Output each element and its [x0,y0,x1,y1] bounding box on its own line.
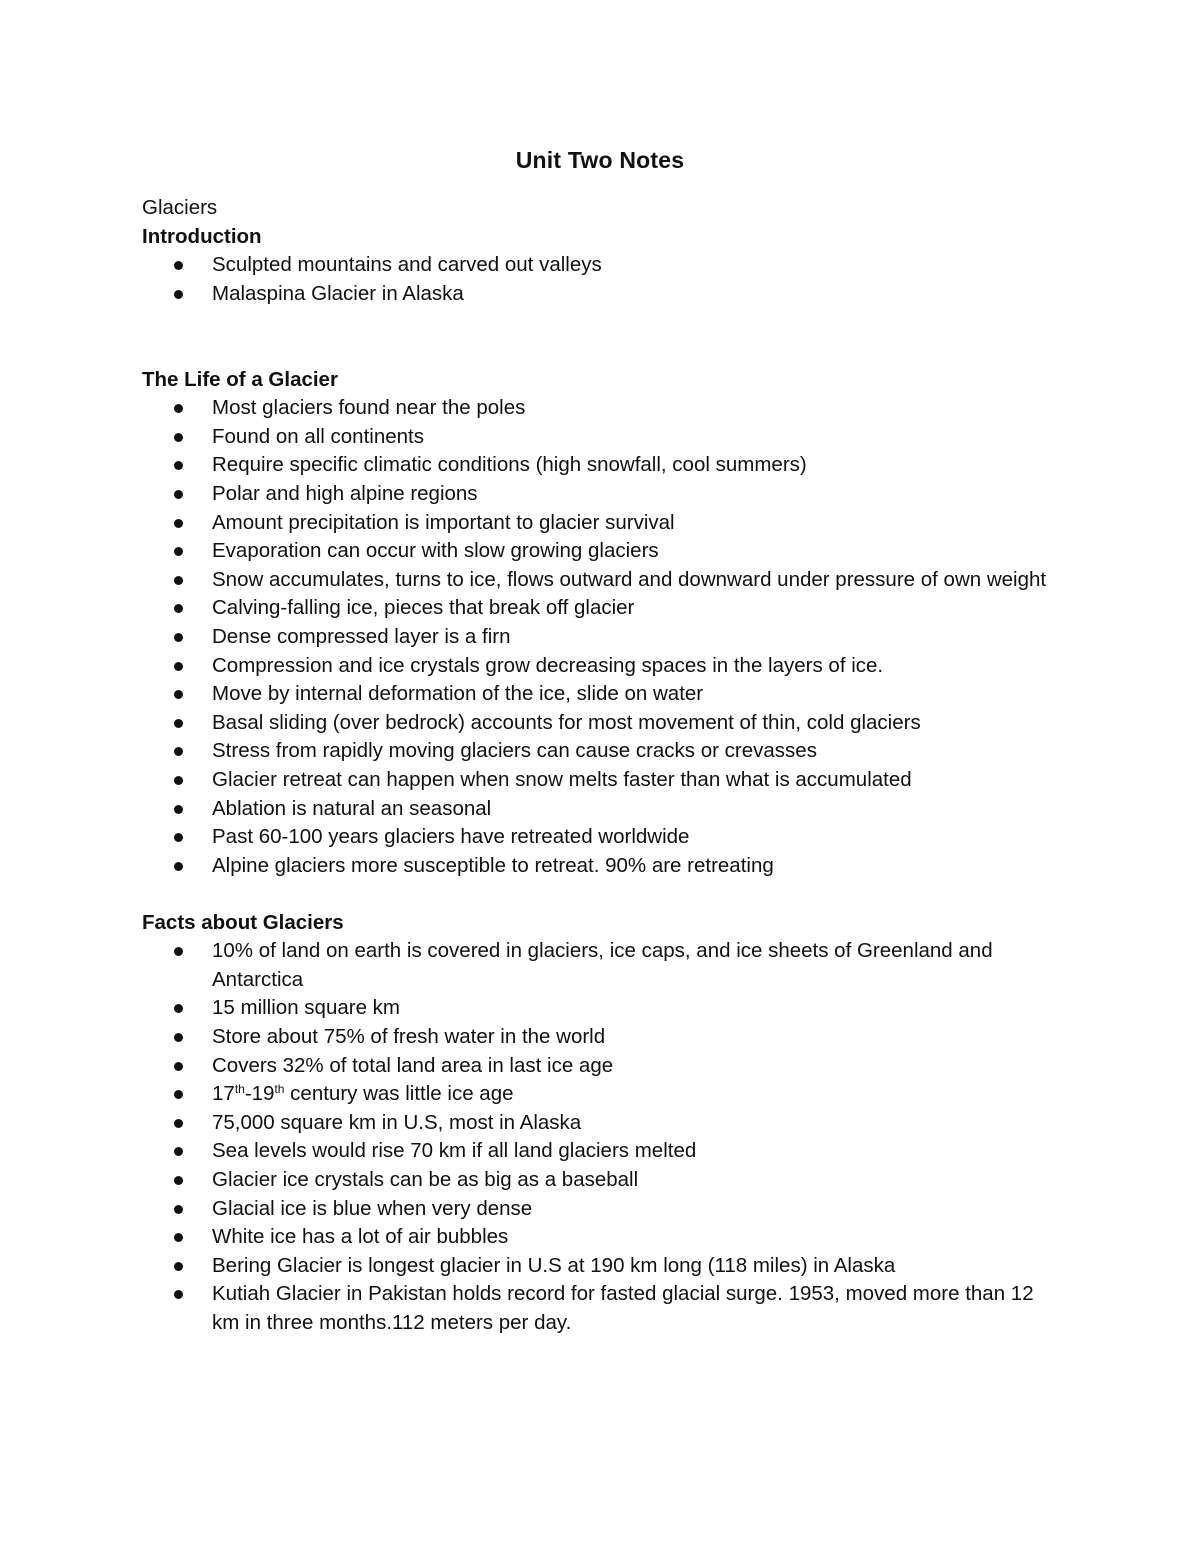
bullet-icon [174,461,183,470]
list-item [142,280,1062,309]
bullet-icon [174,776,183,785]
life-list [142,394,1062,880]
facts-list [142,937,1062,1337]
century-dash: - [244,1082,252,1106]
list-item-text: Move by internal deformation of the ice, slide on water [212,682,704,706]
list-item-text: Basal sliding (over bedrock) accounts for most movement of thin, cold glaciers [212,710,921,734]
bullet-icon [174,1262,183,1271]
list-item-text: Ablation is natural an seasonal [212,796,492,820]
list-item [142,1109,1062,1138]
list-item-text: Sea levels would rise 70 km if all land glaciers melted [212,1139,697,1163]
list-item-text: Past 60-100 years glaciers have retreated worldwide [212,825,690,849]
list-item-text: Found on all continents [212,424,424,448]
bullet-icon [174,1033,183,1042]
list-item-text: Amount precipitation is important to glacier survival [212,510,675,534]
introduction-list [142,251,1062,308]
list-item [142,737,1062,766]
bullet-icon [174,805,183,814]
list-item-text: Sculpted mountains and carved out valleys [212,253,602,276]
bullet-icon [174,433,183,442]
list-item [142,394,1062,423]
list-item [142,623,1062,652]
list-item-text: Glacier retreat can happen when snow melts faster than what is accumulated [212,767,912,791]
list-item [142,509,1062,538]
list-item-text: Malaspina Glacier in Alaska [212,281,464,305]
list-item-text-century [212,1082,514,1105]
section-heading-introduction: Introduction [142,225,262,248]
bullet-icon [174,1090,183,1099]
bullet-icon [174,404,183,413]
century-start-suffix: th [234,1082,245,1097]
list-item [142,1280,1062,1337]
section-spacer [142,308,1062,365]
list-item [142,823,1062,852]
century-end: 19 [251,1082,275,1106]
bullet-icon [174,1290,183,1299]
list-item [142,251,1062,280]
list-item [142,1023,1062,1052]
list-item-text: Snow accumulates, turns to ice, flows outward and downward under pressure of own weight [212,567,1047,591]
bullet-icon [174,290,183,299]
page-title: Unit Two Notes [515,147,685,173]
list-item [142,451,1062,480]
list-item-text: Compression and ice crystals grow decreasing spaces in the layers of ice. [212,653,884,677]
list-item-text: 75,000 square km in U.S, most in Alaska [212,1110,582,1134]
bullet-icon [174,519,183,528]
list-item-text: Glacial ice is blue when very dense [212,1196,533,1220]
list-item [142,766,1062,795]
list-item [142,937,1062,994]
list-item-text: Bering Glacier is longest glacier in U.S at 190 km long (118 miles) in Alaska [212,1253,896,1277]
bullet-icon [174,1062,183,1071]
century-rest: century was little ice age [284,1082,514,1106]
bullet-icon [174,576,183,585]
list-item [142,537,1062,566]
list-item-text: Dense compressed layer is a firn [212,624,511,648]
list-item-text: Covers 32% of total land area in last ice age [212,1053,614,1077]
bullet-icon [174,1233,183,1242]
bullet-icon [174,833,183,842]
list-item [142,423,1062,452]
bullet-icon [174,547,183,556]
bullet-icon [174,604,183,613]
list-item-text: 15 million square km [212,996,400,1020]
list-item [142,1052,1062,1081]
bullet-icon [174,1176,183,1185]
list-item [142,1195,1062,1224]
bullet-icon [174,690,183,699]
list-item [142,1080,1062,1109]
century-end-suffix: th [274,1082,285,1097]
list-item [142,994,1062,1023]
list-item [142,1137,1062,1166]
bullet-icon [174,1147,183,1156]
list-item-text: White ice has a lot of air bubbles [212,1225,509,1249]
list-item-text: Require specific climatic conditions (high snowfall, cool summers) [212,453,807,477]
list-item-text: Kutiah Glacier in Pakistan holds record for fasted glacial surge. 1953, moved more than 12 km in three months.112 meters per day. [212,1282,1034,1334]
century-start: 17 [212,1082,235,1106]
list-item-text: Most glaciers found near the poles [212,396,526,420]
bullet-icon [174,1004,183,1013]
list-item [142,680,1062,709]
bullet-icon [174,747,183,756]
bullet-icon [174,947,183,956]
topic-label: Glaciers [142,196,218,219]
list-item [142,709,1062,738]
list-item-text: Calving-falling ice, pieces that break off glacier [212,596,635,620]
bullet-icon [174,1205,183,1214]
list-item-text: 10% of land on earth is covered in glaciers, ice caps, and ice sheets of Greenland and Antarctica [212,939,993,991]
list-item-text: Evaporation can occur with slow growing glaciers [212,539,659,563]
list-item [142,795,1062,824]
list-item [142,566,1062,595]
section-heading-facts: Facts about Glaciers [142,911,344,935]
section-heading-life: The Life of a Glacier [142,368,338,392]
bullet-icon [174,490,183,499]
list-item [142,594,1062,623]
list-item [142,1252,1062,1281]
bullet-icon [174,1119,183,1128]
list-item-text: Stress from rapidly moving glaciers can cause cracks or crevasses [212,739,817,763]
document-body [142,193,1062,1338]
bullet-icon [174,261,183,270]
bullet-icon [174,662,183,671]
list-item-text: Store about 75% of fresh water in the world [212,1025,606,1049]
list-item-text: Glacier ice crystals can be as big as a baseball [212,1168,639,1192]
list-item-text: Alpine glaciers more susceptible to retreat. 90% are retreating [212,853,774,877]
list-item [142,480,1062,509]
list-item [142,1166,1062,1195]
list-item [142,852,1062,881]
list-item [142,652,1062,681]
list-item-text: Polar and high alpine regions [212,481,478,505]
list-item [142,1223,1062,1252]
bullet-icon [174,633,183,642]
bullet-icon [174,719,183,728]
bullet-icon [174,862,183,871]
section-spacer [142,880,1062,908]
